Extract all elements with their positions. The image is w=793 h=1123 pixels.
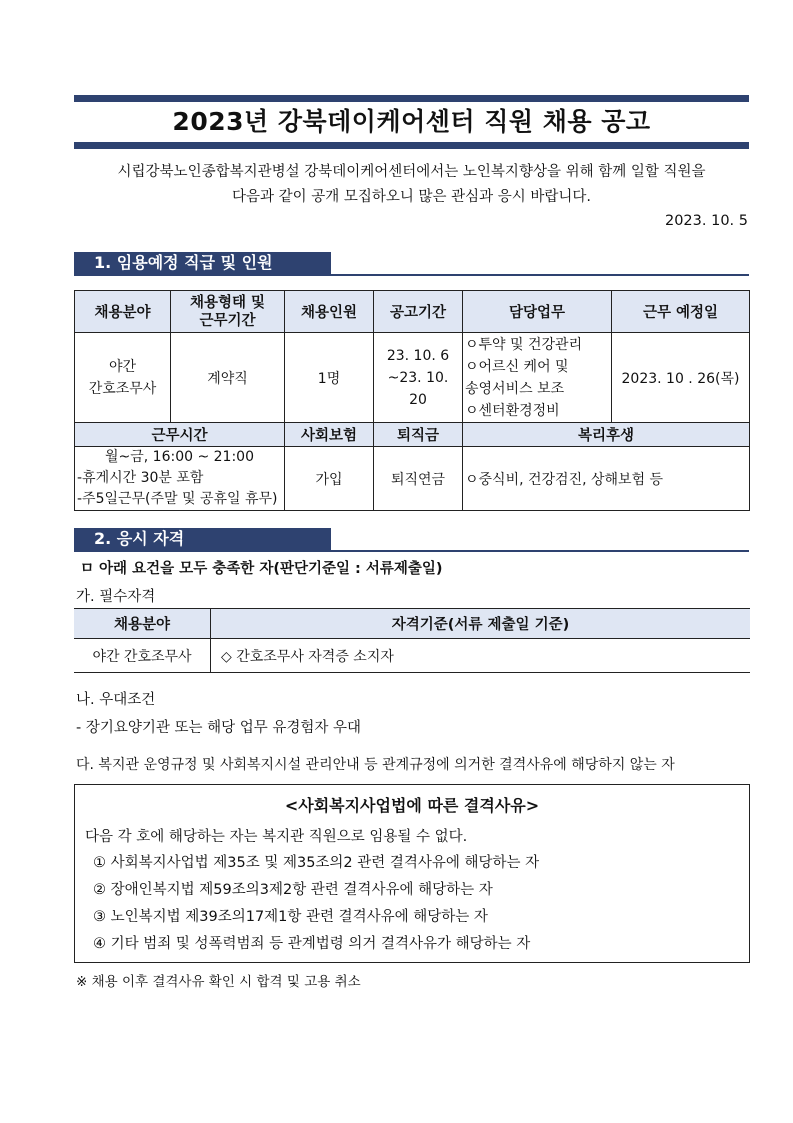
header-start: 근무 예정일: [612, 291, 750, 333]
duty-item: ㅇ센터환경정비: [465, 402, 560, 419]
header-type: 채용형태 및 근무기간: [171, 291, 285, 333]
cell-hours: [75, 447, 285, 511]
cell-duties: [463, 333, 612, 423]
footnote: ※ 채용 이후 결격사유 확인 시 합격 및 고용 취소: [76, 974, 361, 990]
section-2-header: [74, 528, 749, 552]
cell-period: 23. 10. 6 ~23. 10. 20: [374, 333, 463, 423]
cell-field: 야간 간호조무사: [74, 639, 211, 673]
header-welfare: 복리후생: [463, 423, 750, 447]
qualification-table: [74, 608, 750, 673]
header-severance: 퇴직금: [374, 423, 463, 447]
table-row: [75, 333, 750, 423]
intro-line-1: 시립강북노인종합복지관병설 강북데이케어센터에서는 노인복지향상을 위해 함께 일할 직원을: [117, 164, 706, 180]
list-item: ③ 노인복지법 제39조의17제1항 관련 결격사유에 해당하는 자: [93, 909, 488, 925]
header-period: 공고기간: [374, 291, 463, 333]
title-rule-top: [74, 95, 749, 102]
table-header-row: [75, 291, 750, 333]
hours-note: -주5일근무(주말 및 공휴일 휴무): [77, 491, 278, 507]
table-row: [74, 639, 750, 673]
preferred-label: 나. 우대조건: [76, 692, 156, 708]
table-header-row-2: [75, 423, 750, 447]
header-insurance: 사회보험: [285, 423, 374, 447]
list-item: ① 사회복지사업법 제35조 및 제35조의2 관련 결격사유에 해당하는 자: [93, 855, 540, 871]
cell-type: 계약직: [171, 333, 285, 423]
cell-insurance: 가입: [285, 447, 374, 511]
table-header-row: [74, 609, 750, 639]
cell-count: 1명: [285, 333, 374, 423]
section-2-label: 2. 응시 자격: [74, 528, 331, 550]
intro-line-2: 다음과 같이 공개 모집하오니 많은 관심과 응시 바랍니다.: [231, 189, 592, 205]
table-row: [75, 447, 750, 511]
disqualification-line: 다. 복지관 운영규정 및 사회복지시설 관리안내 등 관계규정에 의거한 결격사유에 해당하지 않는 자: [76, 757, 675, 773]
header-hours: 근무시간: [75, 423, 285, 447]
cell-field: 야간 간호조무사: [75, 333, 171, 423]
list-item: ② 장애인복지법 제59조의3제2항 관련 결격사유에 해당하는 자: [93, 882, 493, 898]
intro-text: [74, 160, 749, 210]
cell-welfare: ㅇ중식비, 건강검진, 상해보험 등: [463, 447, 750, 511]
preferred-item: - 장기요양기관 또는 해당 업무 유경험자 우대: [76, 720, 362, 736]
cell-start: 2023. 10 . 26(목): [612, 333, 750, 423]
header-criteria: 자격기준(서류 제출일 기준): [211, 609, 751, 639]
list-item: ④ 기타 범죄 및 성폭력범죄 등 관계법령 의거 결격사유가 해당하는 자: [93, 936, 531, 952]
qualification-intro: ㅁ 아래 요건을 모두 충족한 자(판단기준일 : 서류제출일): [80, 561, 443, 577]
title-rule-bottom: [74, 142, 749, 149]
hours-main: 월~금, 16:00 ~ 21:00: [104, 449, 254, 465]
cell-severance: 퇴직연금: [374, 447, 463, 511]
header-count: 채용인원: [285, 291, 374, 333]
duty-item: ㅇ어르신 케어 및 송영서비스 보조: [465, 358, 569, 397]
box-title: <사회복지사업법에 따른 결격사유>: [284, 796, 540, 815]
section-1-label: 1. 임용예정 직급 및 인원: [74, 252, 331, 274]
header-field: 채용분야: [74, 609, 211, 639]
disqualification-box: [74, 784, 750, 963]
required-label: 가. 필수자격: [76, 589, 156, 605]
cell-criteria: ◇ 간호조무사 자격증 소지자: [211, 639, 751, 673]
header-duties: 담당업무: [463, 291, 612, 333]
section-1-header: [74, 252, 749, 276]
duty-item: ㅇ투약 및 건강관리: [465, 336, 583, 353]
page-title: 2023년 강북데이케어센터 직원 채용 공고: [172, 107, 651, 136]
notice-date: 2023. 10. 5: [664, 213, 748, 229]
box-intro: 다음 각 호에 해당하는 자는 복지관 직원으로 임용될 수 없다.: [85, 829, 468, 845]
header-field: 채용분야: [75, 291, 171, 333]
recruitment-table: [74, 290, 750, 511]
hours-note: -휴게시간 30분 포함: [77, 470, 204, 486]
